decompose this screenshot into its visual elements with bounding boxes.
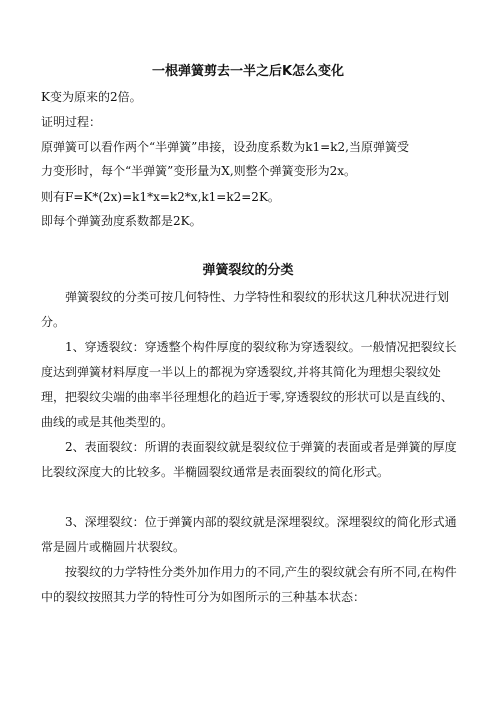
answer-line: K变为原来的2倍。 xyxy=(41,90,142,104)
proof-line-2: 力变形时，每个“半弹簧”变形量为X,则整个弹簧变形为2x。 xyxy=(41,164,357,178)
section-title-crack-types: 弹簧裂纹的分类 xyxy=(202,263,294,278)
paragraph-mechanical-classification: 按裂纹的力学特性分类外加作用力的不同,产生的裂纹就会有所不同,在构件中的裂纹按照其力学的特性可分为如图所示的三种基本状态： xyxy=(41,565,457,604)
paragraph-through-crack: 1、穿透裂纹：穿透整个构件厚度的裂纹称为穿透裂纹。一般情况把裂纹长度达到弹簧材料厚度一半以上的都视为穿透裂纹,并将其简化为理想尖裂纹处理，把裂纹尖端的曲率半径理想化的趋近于零,穿透裂纹的形状可以是直线的、曲线的或是其他类型的。 xyxy=(41,340,457,429)
paragraph-surface-crack: 2、表面裂纹：所谓的表面裂纹就是裂纹位于弹簧的表面或者是弹簧的厚度比裂纹深度大的比较多。半椭圆裂纹通常是表面裂纹的简化形式。 xyxy=(41,440,457,479)
proof-line-1: 原弹簧可以看作两个“半弹簧”串接，设劲度系数为k1=k2,当原弹簧受 xyxy=(41,140,409,154)
proof-equation: 则有F=K*(2x)=k1*x=k2*x,k1=k2=2K。 xyxy=(41,190,280,204)
proof-heading: 证明过程： xyxy=(41,115,102,129)
section-title-spring-cut: 一根弹簧剪去一半之后K怎么变化 xyxy=(151,64,345,79)
proof-conclusion: 即每个弹簧劲度系数都是2K。 xyxy=(41,214,202,228)
paragraph-embedded-crack: 3、深埋裂纹：位于弹簧内部的裂纹就是深埋裂纹。深埋裂纹的简化形式通常是圆片或椭圆片状裂纹。 xyxy=(41,515,457,554)
paragraph-intro: 弹簧裂纹的分类可按几何特性、力学特性和裂纹的形状这几种状况进行划分。 xyxy=(41,290,450,329)
